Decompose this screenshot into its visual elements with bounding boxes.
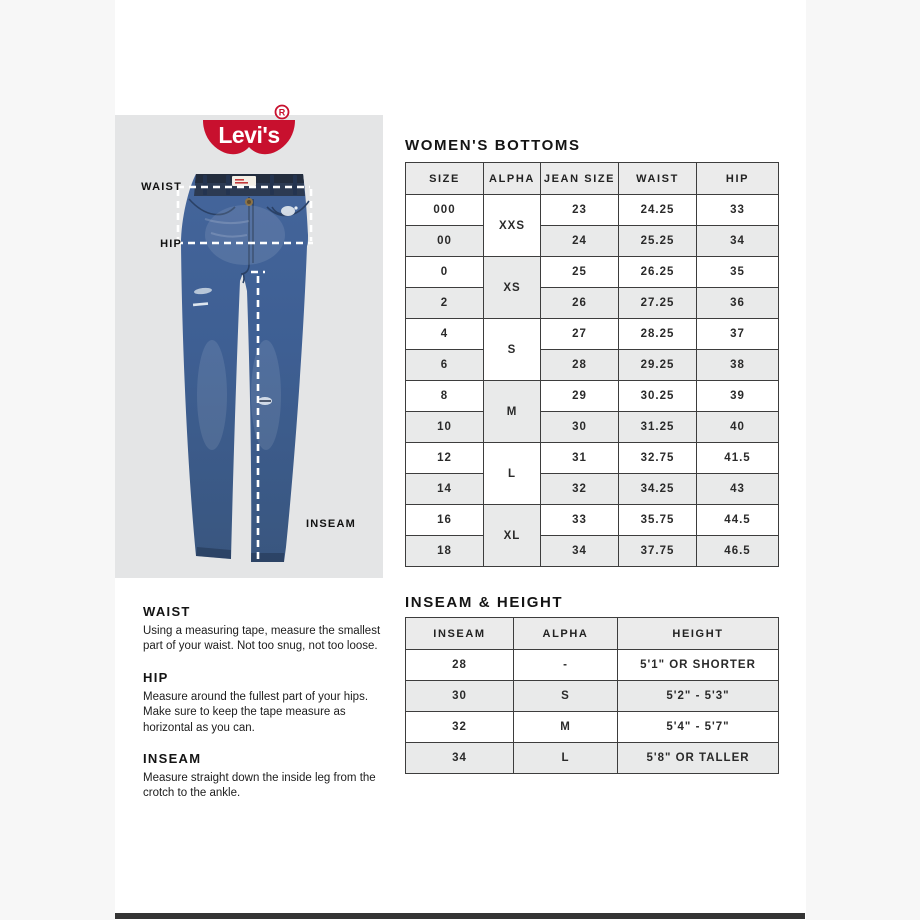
alpha-cell: S [514, 681, 618, 712]
alpha-cell: M [484, 381, 541, 443]
bottoms-header-cell: JEAN SIZE [541, 163, 619, 195]
waist-cell: 35.75 [619, 505, 697, 536]
jean-size-cell: 29 [541, 381, 619, 412]
levis-logo [198, 102, 298, 164]
instruction-text-waist: Using a measuring tape, measure the smallest part of your waist. Not too snug, not too loose. [143, 625, 381, 653]
waist-cell: 31.25 [619, 412, 697, 443]
waist-cell: 29.25 [619, 350, 697, 381]
bottoms-row [406, 536, 779, 567]
hip-cell: 46.5 [697, 536, 779, 567]
bottoms-table-title: WOMEN'S BOTTOMS [405, 137, 581, 154]
jean-size-cell: 30 [541, 412, 619, 443]
alpha-cell: L [484, 443, 541, 505]
inseam-row [406, 743, 779, 774]
height-cell: 5'4" - 5'7" [618, 712, 779, 743]
bottoms-table [405, 162, 779, 567]
alpha-cell: - [514, 650, 618, 681]
waist-label: WAIST [141, 181, 182, 193]
inseam-header-cell: INSEAM [406, 618, 514, 650]
instruction-text-inseam: Measure straight down the inside leg from the crotch to the ankle. [143, 772, 376, 800]
hip-cell: 41.5 [697, 443, 779, 474]
hip-cell: 37 [697, 319, 779, 350]
hip-cell: 40 [697, 412, 779, 443]
left-margin-strip [0, 0, 115, 920]
alpha-cell: L [514, 743, 618, 774]
height-cell: 5'1" OR SHORTER [618, 650, 779, 681]
hip-cell: 38 [697, 350, 779, 381]
alpha-cell: XXS [484, 195, 541, 257]
bottoms-row [406, 195, 779, 226]
inseam-cell: 34 [406, 743, 514, 774]
hip-label: HIP [160, 238, 182, 250]
bottoms-row [406, 257, 779, 288]
registered-trademark-icon [276, 106, 289, 119]
inseam-header-cell: HEIGHT [618, 618, 779, 650]
hip-cell: 35 [697, 257, 779, 288]
size-cell: 16 [406, 505, 484, 536]
size-cell: 14 [406, 474, 484, 505]
jean-size-cell: 28 [541, 350, 619, 381]
hip-cell: 34 [697, 226, 779, 257]
instruction-heading-inseam: INSEAM [143, 751, 202, 767]
alpha-cell: XL [484, 505, 541, 567]
height-cell: 5'8" OR TALLER [618, 743, 779, 774]
bottoms-row [406, 412, 779, 443]
inseam-row [406, 712, 779, 743]
jean-size-cell: 26 [541, 288, 619, 319]
waistband-label [232, 176, 256, 186]
jean-size-cell: 23 [541, 195, 619, 226]
jean-size-cell: 33 [541, 505, 619, 536]
bottoms-row [406, 226, 779, 257]
waist-cell: 25.25 [619, 226, 697, 257]
bottom-divider-bar [115, 913, 805, 919]
bottoms-row [406, 319, 779, 350]
height-cell: 5'2" - 5'3" [618, 681, 779, 712]
size-cell: 12 [406, 443, 484, 474]
inseam-cell: 30 [406, 681, 514, 712]
jeans-button-center [247, 200, 251, 204]
inseam-table-title: INSEAM & HEIGHT [405, 594, 564, 611]
bottoms-row [406, 474, 779, 505]
alpha-cell: S [484, 319, 541, 381]
inseam-label: INSEAM [306, 518, 356, 530]
jean-size-cell: 25 [541, 257, 619, 288]
bottoms-row [406, 505, 779, 536]
size-cell: 000 [406, 195, 484, 226]
bottoms-row [406, 288, 779, 319]
bottoms-header-cell: ALPHA [484, 163, 541, 195]
waist-cell: 27.25 [619, 288, 697, 319]
waist-cell: 28.25 [619, 319, 697, 350]
alpha-cell: XS [484, 257, 541, 319]
bottoms-row [406, 381, 779, 412]
jean-size-cell: 34 [541, 536, 619, 567]
instruction-heading-waist: WAIST [143, 604, 191, 619]
size-cell: 10 [406, 412, 484, 443]
bottoms-header-cell: HIP [697, 163, 779, 195]
hip-cell: 44.5 [697, 505, 779, 536]
bottoms-header-cell: SIZE [406, 163, 484, 195]
measuring-instructions [143, 604, 398, 817]
waist-cell: 24.25 [619, 195, 697, 226]
inseam-table [405, 617, 779, 774]
waist-cell: 26.25 [619, 257, 697, 288]
size-cell: 0 [406, 257, 484, 288]
hip-cell: 39 [697, 381, 779, 412]
size-cell: 2 [406, 288, 484, 319]
inseam-cell: 28 [406, 650, 514, 681]
instruction-text-hip: Measure around the fullest part of your hips. Make sure to keep the tape measure as horizontal as you can. [143, 690, 369, 734]
jean-size-cell: 27 [541, 319, 619, 350]
hip-cell: 33 [697, 195, 779, 226]
jean-size-cell: 31 [541, 443, 619, 474]
levis-wordmark: Levi's [218, 122, 280, 148]
inseam-row [406, 681, 779, 712]
instruction-heading-hip: HIP [143, 669, 169, 685]
waist-cell: 37.75 [619, 536, 697, 567]
alpha-cell: M [514, 712, 618, 743]
inseam-header-row [406, 618, 779, 650]
inseam-table-body [406, 650, 779, 774]
inseam-row [406, 650, 779, 681]
waist-cell: 34.25 [619, 474, 697, 505]
hip-cell: 43 [697, 474, 779, 505]
right-margin-strip [806, 0, 920, 920]
bottoms-header-row [406, 163, 779, 195]
size-cell: 00 [406, 226, 484, 257]
jean-size-cell: 24 [541, 226, 619, 257]
waist-cell: 30.25 [619, 381, 697, 412]
waist-cell: 32.75 [619, 443, 697, 474]
inseam-header-cell: ALPHA [514, 618, 618, 650]
size-cell: 6 [406, 350, 484, 381]
bottoms-header-cell: WAIST [619, 163, 697, 195]
bottoms-table-body [406, 195, 779, 567]
inseam-cell: 32 [406, 712, 514, 743]
size-cell: 4 [406, 319, 484, 350]
size-cell: 8 [406, 381, 484, 412]
jean-size-cell: 32 [541, 474, 619, 505]
hip-cell: 36 [697, 288, 779, 319]
bottoms-row [406, 350, 779, 381]
svg-text:R: R [278, 107, 286, 118]
size-cell: 18 [406, 536, 484, 567]
bottoms-row [406, 443, 779, 474]
